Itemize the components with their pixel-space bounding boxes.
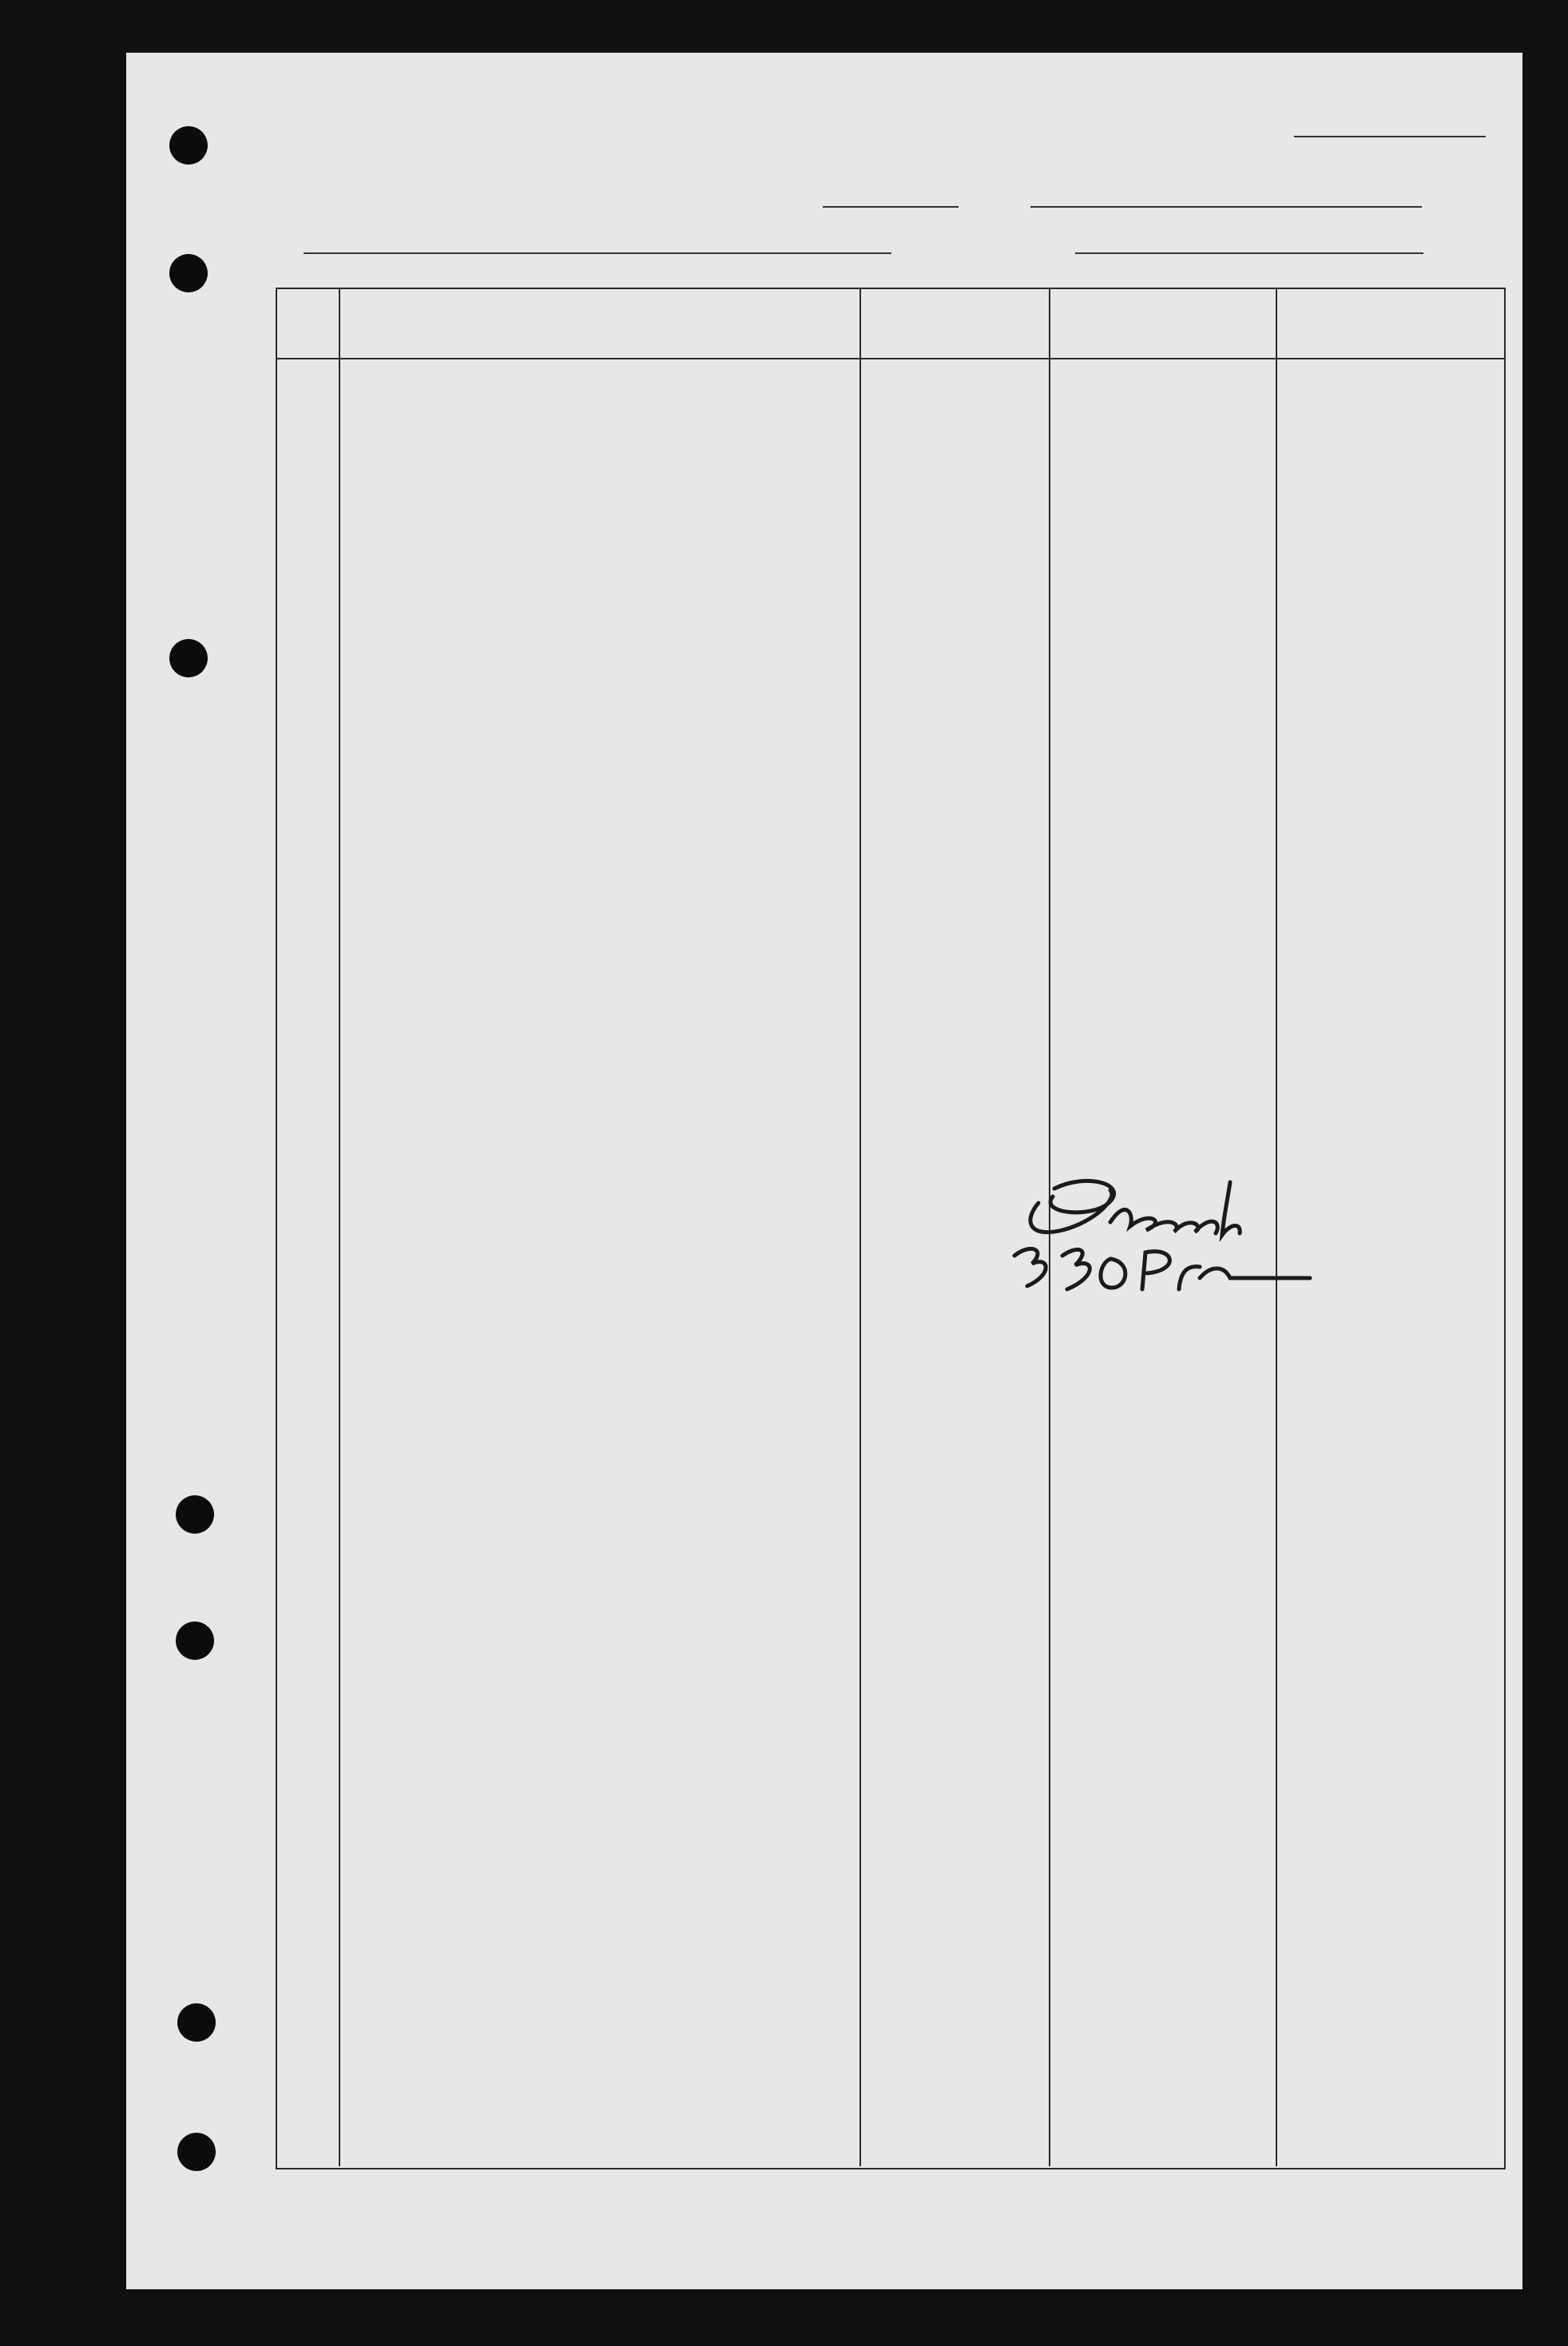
handwritten-signature bbox=[990, 1166, 1326, 1302]
